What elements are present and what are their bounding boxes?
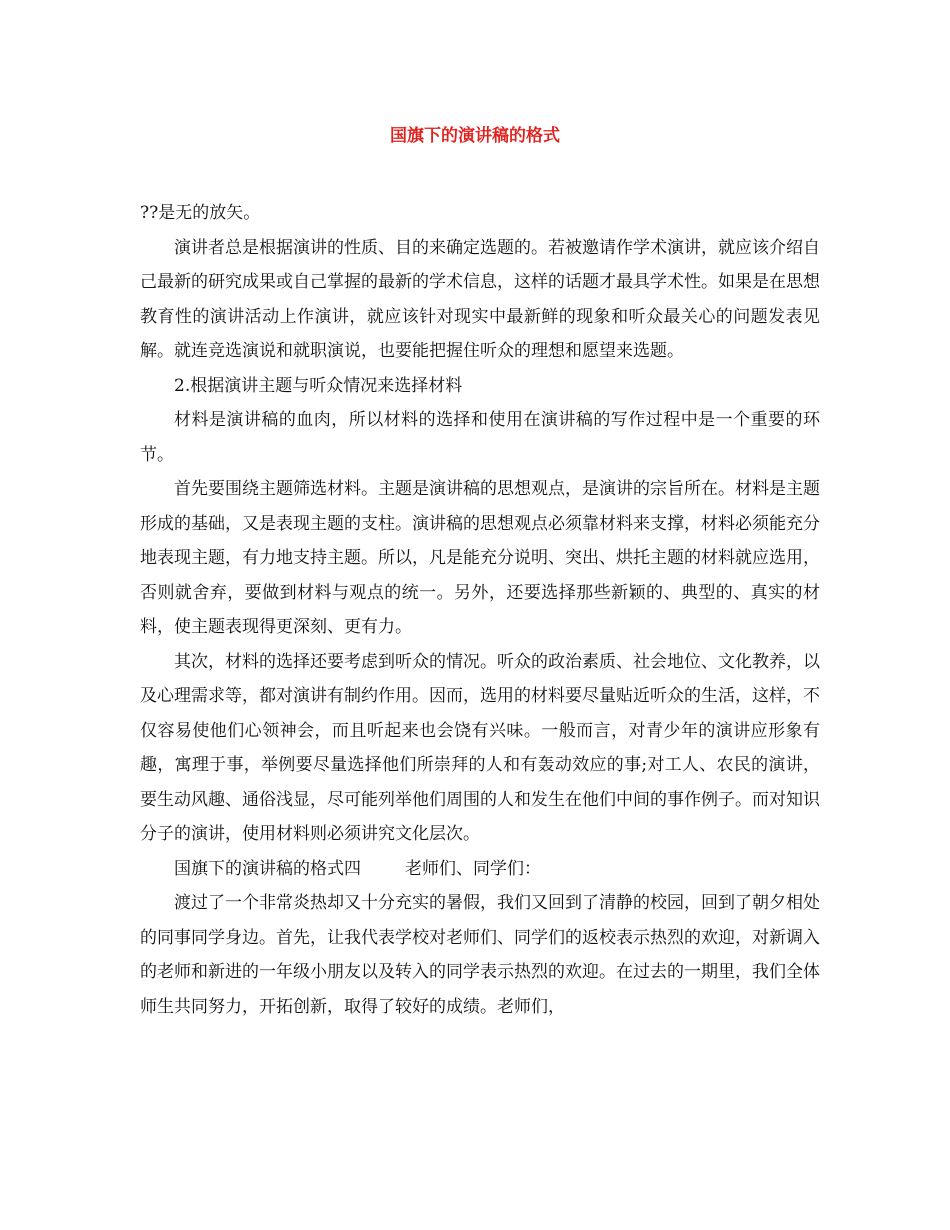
paragraph-audience-materials: 其次，材料的选择还要考虑到听众的情况。听众的政治素质、社会地位、文化教养，以及心理需求等，都对演讲有制约作用。因而，选用的材料要尽量贴近听众的生活，这样，不仅容易使他们心领神会，而且听起来也会饶有兴味。一般而言，对青少年的演讲应形象有趣，寓理于事，举例要尽量选择他们所崇拜的人和有轰动效应的事;对工人、农民的演讲，要生动风趣、通俗浅显，尽可能列举他们周围的人和发生在他们中间的事作例子。而对知识分子的演讲，使用材料则必须讲究文化层次。 xyxy=(140,651,820,844)
paragraph-theme-materials: 首先要围绕主题筛选材料。主题是演讲稿的思想观点，是演讲的宗旨所在。材料是主题形成的基础，又是表现主题的支柱。演讲稿的思想观点必须靠材料来支撑，材料必须能充分地表现主题，有力地支持主题。所以，凡是能充分说明、突出、烘托主题的材料就应选用，否则就舍弃，要做到材料与观点的统一。另外，还要选择那些新颖的、典型的、真实的材料，使主题表现得更深刻、更有力。 xyxy=(140,479,820,637)
paragraph-fragment: ??是无的放矢。 xyxy=(140,203,261,223)
section-heading: 国旗下的演讲稿的格式四 xyxy=(174,858,361,879)
paragraph-material-importance: 材料是演讲稿的血肉，所以材料的选择和使用在演讲稿的写作过程中是一个重要的环节。 xyxy=(140,410,820,465)
document-body xyxy=(140,196,820,1024)
salutation: 老师们、同学们： xyxy=(405,858,541,879)
paragraph-speech-opening: 渡过了一个非常炎热却又十分充实的暑假，我们又回到了清静的校园，回到了朝夕相处的同事同学身边。首先，让我代表学校对老师们、同学们的返校表示热烈的欢迎，对新调入的老师和新进的一年级小朋友以及转入的同学表示热烈的欢迎。在过去的一期里，我们全体师生共同努力，开拓创新，取得了较好的成绩。老师们， xyxy=(140,893,820,1017)
section-heading-line xyxy=(140,852,820,887)
subheading-material-selection: 2.根据演讲主题与听众情况来选择材料 xyxy=(174,375,463,396)
document-title: 国旗下的演讲稿的格式 xyxy=(390,126,560,146)
paragraph-topic-selection: 演讲者总是根据演讲的性质、目的来确定选题的。若被邀请作学术演讲，就应该介绍自己最新的研究成果或自己掌握的最新的学术信息，这样的话题才最具学术性。如果是在思想教育性的演讲活动上作演讲，就应该针对现实中最新鲜的现象和听众最关心的问题发表见解。就连竞选演说和就职演说，也要能把握住听众的理想和愿望来选题。 xyxy=(140,237,820,361)
